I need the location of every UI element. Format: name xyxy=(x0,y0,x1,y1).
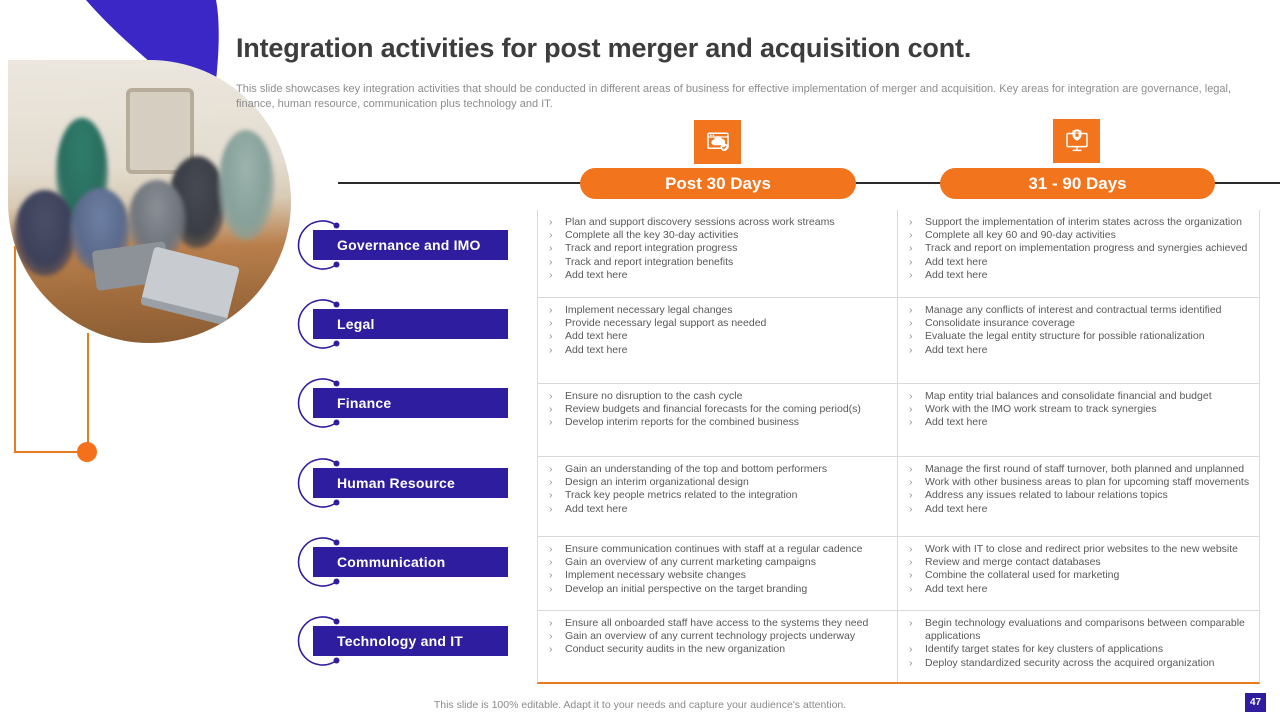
bullet-text: Begin technology evaluations and comparisons between comparable applications xyxy=(925,617,1245,643)
bullet-item xyxy=(906,416,1255,429)
bullet-item xyxy=(546,583,893,596)
bullet-item xyxy=(906,330,1255,343)
chevron-bullet-icon: › xyxy=(549,317,553,330)
bullet-text: Work with other business areas to plan for upcoming staff movements xyxy=(925,476,1250,489)
bullet-text: Add text here xyxy=(925,268,988,281)
bullet-text: Gain an understanding of the top and bottom performers xyxy=(565,463,828,475)
bullet-item xyxy=(546,503,893,516)
bullet-text: Plan and support discovery sessions across work streams xyxy=(565,216,835,228)
category-label: Governance and IMO xyxy=(313,230,508,260)
table-row xyxy=(538,610,1259,682)
bullet-text: Map entity trial balances and consolidate financial and budget xyxy=(925,390,1212,402)
chevron-bullet-icon: › xyxy=(549,343,553,356)
bullet-text: Manage the first round of staff turnover, both planned and unplanned xyxy=(925,463,1245,475)
chevron-bullet-icon: › xyxy=(549,582,553,595)
bullet-text: Support the implementation of interim states across the organization xyxy=(925,216,1242,228)
table-cell xyxy=(538,537,898,610)
category-label: Finance xyxy=(313,388,508,418)
bullet-item xyxy=(546,216,893,229)
column-header-post-30-days: Post 30 Days xyxy=(580,168,856,199)
chevron-bullet-icon: › xyxy=(549,390,553,402)
bullet-item xyxy=(906,256,1255,269)
chevron-bullet-icon: › xyxy=(909,582,913,595)
chevron-bullet-icon: › xyxy=(909,229,913,242)
table-cell xyxy=(898,611,1259,682)
bullet-text: Add text here xyxy=(925,416,988,429)
chevron-bullet-icon: › xyxy=(909,643,913,656)
chevron-bullet-icon: › xyxy=(549,569,553,582)
table-cell xyxy=(898,457,1259,536)
chevron-bullet-icon: › xyxy=(909,502,913,515)
bullet-item xyxy=(546,256,893,269)
bullet-text: Add text here xyxy=(565,330,628,343)
chevron-bullet-icon: › xyxy=(549,556,553,569)
table-cell xyxy=(538,210,898,297)
chevron-bullet-icon: › xyxy=(909,268,913,281)
chevron-bullet-icon: › xyxy=(909,416,913,429)
bullet-item xyxy=(546,556,893,569)
bullet-text: Add text here xyxy=(925,255,988,268)
chevron-bullet-icon: › xyxy=(909,390,913,402)
bullet-text: Track and report on implementation progress and synergies achieved xyxy=(925,242,1248,255)
bullet-item xyxy=(906,229,1255,242)
chevron-bullet-icon: › xyxy=(909,304,913,316)
bullet-item xyxy=(906,269,1255,282)
bullet-text: Work with IT to close and redirect prior websites to the new website xyxy=(925,543,1239,555)
bullet-text: Add text here xyxy=(925,343,988,356)
chevron-bullet-icon: › xyxy=(549,617,553,629)
bullet-item xyxy=(546,489,893,502)
bullet-item xyxy=(546,330,893,343)
bullet-text: Add text here xyxy=(565,268,628,281)
bullet-item xyxy=(906,216,1255,229)
bullet-text: Track and report integration progress xyxy=(565,242,738,255)
bullet-text: Develop interim reports for the combined business xyxy=(565,416,800,429)
bullet-item xyxy=(546,403,893,416)
table-cell xyxy=(898,210,1259,297)
bullet-item xyxy=(906,242,1255,255)
bullet-text: Track key people metrics related to the integration xyxy=(565,489,798,502)
frame-line-right xyxy=(87,333,89,453)
bullet-text: Design an interim organizational design xyxy=(565,476,749,489)
bullet-item xyxy=(546,643,893,656)
chevron-bullet-icon: › xyxy=(909,403,913,416)
chevron-bullet-icon: › xyxy=(909,569,913,582)
table-row xyxy=(538,456,1259,536)
chevron-bullet-icon: › xyxy=(909,656,913,669)
chevron-bullet-icon: › xyxy=(909,255,913,268)
bullet-item xyxy=(546,569,893,582)
category-label: Communication xyxy=(313,547,508,577)
chevron-bullet-icon: › xyxy=(909,216,913,228)
chevron-bullet-icon: › xyxy=(549,255,553,268)
table-cell xyxy=(898,537,1259,610)
bullet-item xyxy=(906,643,1255,656)
chevron-bullet-icon: › xyxy=(549,242,553,255)
bullet-item xyxy=(546,476,893,489)
bullet-item xyxy=(906,583,1255,596)
chevron-bullet-icon: › xyxy=(549,403,553,416)
bullet-text: Complete all key 60 and 90-day activities xyxy=(925,229,1116,242)
bullet-text: Ensure no disruption to the cash cycle xyxy=(565,390,743,402)
chevron-bullet-icon: › xyxy=(549,268,553,281)
bullet-item xyxy=(546,463,893,476)
bullet-item xyxy=(546,617,893,630)
bullet-text: Consolidate insurance coverage xyxy=(925,317,1076,330)
bullet-item xyxy=(906,463,1255,476)
bullet-item xyxy=(906,476,1255,489)
table-cell xyxy=(538,298,898,383)
chevron-bullet-icon: › xyxy=(909,242,913,255)
chevron-bullet-icon: › xyxy=(909,543,913,555)
column-header-31-90-days: 31 - 90 Days xyxy=(940,168,1215,199)
bullet-item xyxy=(906,617,1255,643)
chevron-bullet-icon: › xyxy=(909,463,913,475)
bullet-text: Conduct security audits in the new organization xyxy=(565,643,786,656)
table-row xyxy=(538,536,1259,610)
page-number-badge: 47 xyxy=(1245,693,1266,712)
bullet-item xyxy=(906,657,1255,670)
chevron-bullet-icon: › xyxy=(549,543,553,555)
bullet-text: Gain an overview of any current technology projects underway xyxy=(565,630,856,643)
table-cell xyxy=(538,457,898,536)
bullet-text: Gain an overview of any current marketing campaigns xyxy=(565,556,816,569)
chevron-bullet-icon: › xyxy=(549,630,553,643)
bullet-text: Review budgets and financial forecasts for the coming period(s) xyxy=(565,403,861,416)
bullet-item xyxy=(906,569,1255,582)
orange-dot xyxy=(77,442,97,462)
chevron-bullet-icon: › xyxy=(549,489,553,502)
footer-note: This slide is 100% editable. Adapt it to your needs and capture your audience's attention. xyxy=(433,699,847,711)
bullet-text: Provide necessary legal support as needed xyxy=(565,317,767,330)
bullet-text: Ensure all onboarded staff have access to the systems they need xyxy=(565,617,869,629)
table-cell xyxy=(898,298,1259,383)
table-cell xyxy=(898,384,1259,456)
bullet-text: Complete all the key 30-day activities xyxy=(565,229,739,242)
bullet-text: Manage any conflicts of interest and contractual terms identified xyxy=(925,304,1222,316)
chevron-bullet-icon: › xyxy=(549,502,553,515)
bullet-text: Work with the IMO work stream to track synergies xyxy=(925,403,1157,416)
bullet-item xyxy=(546,390,893,403)
bullet-item xyxy=(906,556,1255,569)
bullet-item xyxy=(906,543,1255,556)
page-title: Integration activities for post merger and acquisition cont. xyxy=(236,33,972,63)
category-label: Technology and IT xyxy=(313,626,508,656)
photo-person xyxy=(14,190,76,276)
chevron-bullet-icon: › xyxy=(909,617,913,629)
chevron-bullet-icon: › xyxy=(549,304,553,316)
table-cell xyxy=(538,611,898,682)
chevron-bullet-icon: › xyxy=(549,330,553,343)
category-label: Legal xyxy=(313,309,508,339)
bullet-text: Add text here xyxy=(925,582,988,595)
bullet-text: Combine the collateral used for marketing xyxy=(925,569,1120,582)
bullet-item xyxy=(546,317,893,330)
table-row xyxy=(538,383,1259,456)
table-row xyxy=(538,210,1259,297)
frame-line-left xyxy=(14,246,16,453)
bullet-text: Add text here xyxy=(565,343,628,356)
bullet-text: Deploy standardized security across the acquired organization xyxy=(925,656,1215,669)
bullet-text: Identify target states for key clusters of applications xyxy=(925,643,1164,656)
monitor-security-lock-icon xyxy=(1053,119,1100,163)
bullet-item xyxy=(906,304,1255,317)
browser-cloud-check-icon xyxy=(694,120,741,164)
table-cell xyxy=(538,384,898,456)
bullet-item xyxy=(546,630,893,643)
bullet-text: Add text here xyxy=(925,502,988,515)
bullet-item xyxy=(546,416,893,429)
chevron-bullet-icon: › xyxy=(909,317,913,330)
bullet-item xyxy=(906,317,1255,330)
bullet-text: Ensure communication continues with staff at a regular cadence xyxy=(565,543,863,555)
chevron-bullet-icon: › xyxy=(909,476,913,489)
category-label: Human Resource xyxy=(313,468,508,498)
bullet-text: Track and report integration benefits xyxy=(565,255,734,268)
chevron-bullet-icon: › xyxy=(909,556,913,569)
chevron-bullet-icon: › xyxy=(549,463,553,475)
chevron-bullet-icon: › xyxy=(909,489,913,502)
page-subtitle: This slide showcases key integration activities that should be conducted in different areas of business for effective implementation of merger and acquisition. Key areas for integration are governance, legal, finance, human resource, communication plus technology and IT. xyxy=(236,83,1232,110)
chevron-bullet-icon: › xyxy=(549,216,553,228)
photo-person xyxy=(218,130,274,240)
bullet-text: Implement necessary website changes xyxy=(565,569,746,582)
bullet-text: Develop an initial perspective on the target branding xyxy=(565,582,808,595)
bullet-item xyxy=(906,503,1255,516)
bullet-item xyxy=(906,489,1255,502)
activities-table xyxy=(537,210,1260,684)
chevron-bullet-icon: › xyxy=(549,229,553,242)
chevron-bullet-icon: › xyxy=(549,476,553,489)
table-row xyxy=(538,297,1259,383)
bullet-item xyxy=(546,344,893,357)
chevron-bullet-icon: › xyxy=(909,343,913,356)
bullet-text: Address any issues related to labour relations topics xyxy=(925,489,1168,502)
bullet-item xyxy=(906,390,1255,403)
bullet-item xyxy=(546,304,893,317)
bullet-text: Evaluate the legal entity structure for possible rationalization xyxy=(925,330,1205,343)
bullet-item xyxy=(906,344,1255,357)
chevron-bullet-icon: › xyxy=(549,416,553,429)
bullet-text: Implement necessary legal changes xyxy=(565,304,733,316)
bullet-item xyxy=(546,242,893,255)
photo-laptop xyxy=(140,246,240,326)
bullet-item xyxy=(546,229,893,242)
bullet-item xyxy=(546,269,893,282)
bullet-text: Review and merge contact databases xyxy=(925,556,1101,569)
chevron-bullet-icon: › xyxy=(549,643,553,656)
bullet-text: Add text here xyxy=(565,502,628,515)
chevron-bullet-icon: › xyxy=(909,330,913,343)
bullet-item xyxy=(546,543,893,556)
bullet-item xyxy=(906,403,1255,416)
